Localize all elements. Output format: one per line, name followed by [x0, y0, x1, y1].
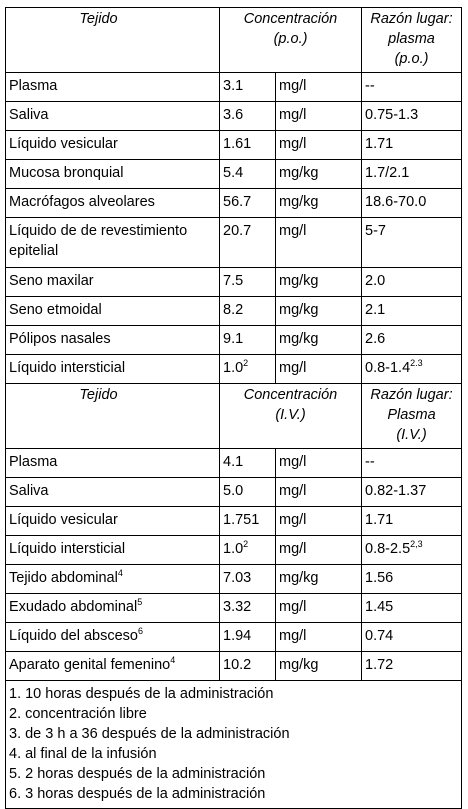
ratio-value: 1.71	[365, 136, 394, 152]
value-cell	[220, 478, 276, 507]
tissue-cell	[6, 594, 220, 623]
concentration-value: 4.1	[223, 454, 244, 470]
tissue-cell	[6, 189, 220, 218]
tissue-name: Seno maxilar	[9, 273, 94, 289]
table-row	[6, 73, 462, 102]
concentration-value: 20.7	[223, 223, 252, 239]
value-cell	[220, 131, 276, 160]
ratio-value: 0.82-1.37	[365, 483, 427, 499]
ratio-cell	[362, 131, 462, 160]
table-row	[6, 326, 462, 355]
ratio-cell	[362, 565, 462, 594]
value-cell	[220, 218, 276, 268]
ratio-cell	[362, 268, 462, 297]
header-line: Concentración	[243, 387, 338, 403]
value-cell	[220, 297, 276, 326]
tissue-name: Líquido de de revestimiento epitelial	[9, 223, 188, 259]
concentration-value: 1.751	[223, 512, 260, 528]
tissue-cell	[6, 536, 220, 565]
header-line: (p.o.)	[394, 51, 429, 67]
table-row	[6, 565, 462, 594]
ratio-cell	[362, 218, 462, 268]
value-cell	[220, 623, 276, 652]
ratio-cell	[362, 449, 462, 478]
tissue-cell	[6, 623, 220, 652]
tissue-cell	[6, 131, 220, 160]
value-cell	[220, 189, 276, 218]
table-row	[6, 160, 462, 189]
unit-cell: mg/kg	[276, 189, 362, 218]
tissue-cell	[6, 268, 220, 297]
unit-cell: mg/kg	[276, 160, 362, 189]
ratio-value: 2.6	[365, 331, 386, 347]
tissue-cell	[6, 565, 220, 594]
ratio-value: 0.75-1.3	[365, 107, 419, 123]
table-row	[6, 507, 462, 536]
tissue-name: Plasma	[9, 454, 58, 470]
footnote: 5. 2 horas después de la administración	[9, 766, 266, 782]
concentration-value: 3.32	[223, 599, 252, 615]
tissue-cell	[6, 102, 220, 131]
ratio-cell	[362, 594, 462, 623]
concentration-value: 1.61	[223, 136, 252, 152]
concentration-value: 7.5	[223, 273, 244, 289]
ratio-cell	[362, 73, 462, 102]
tissue-name: Líquido intersticial	[9, 360, 126, 376]
ratio-value: 1.7/2.1	[365, 165, 410, 181]
footnote-ref: 4	[170, 655, 176, 666]
concentration-value: 5.0	[223, 483, 244, 499]
tissue-name: Saliva	[9, 483, 49, 499]
unit-cell: mg/l	[276, 594, 362, 623]
tissue-name: Macrófagos alveolares	[9, 194, 155, 210]
tissue-name: Plasma	[9, 78, 58, 94]
value-cell	[220, 652, 276, 681]
value-cell	[220, 326, 276, 355]
value-cell	[220, 536, 276, 565]
tissue-cell	[6, 73, 220, 102]
unit-cell: mg/l	[276, 355, 362, 384]
ratio-value: 2.1	[365, 302, 386, 318]
table-row	[6, 652, 462, 681]
ratio-cell	[362, 160, 462, 189]
unit-cell: mg/kg	[276, 326, 362, 355]
column-header-tissue: Tejido	[6, 8, 220, 73]
tissue-cell	[6, 326, 220, 355]
table-row	[6, 536, 462, 565]
tissue-cell	[6, 218, 220, 268]
unit-cell: mg/kg	[276, 652, 362, 681]
concentration-value: 5.4	[223, 165, 244, 181]
ratio-cell	[362, 536, 462, 565]
value-cell	[220, 73, 276, 102]
footnote-ref: 5	[137, 597, 143, 608]
footnote-ref: 4	[117, 568, 123, 579]
unit-cell: mg/kg	[276, 297, 362, 326]
tissue-name: Líquido intersticial	[9, 541, 126, 557]
footnote-ref: 2	[243, 358, 249, 369]
header-line: (I.V.)	[396, 427, 427, 443]
header-line: Razón lugar:	[370, 387, 453, 403]
tissue-cell	[6, 355, 220, 384]
concentration-value: 9.1	[223, 331, 244, 347]
section2-header-row	[6, 384, 462, 449]
ratio-cell	[362, 478, 462, 507]
footnote: 6. 3 horas después de la administración	[9, 786, 266, 802]
unit-cell: mg/kg	[276, 565, 362, 594]
ratio-value: 1.72	[365, 657, 394, 673]
value-cell	[220, 268, 276, 297]
ratio-value: --	[365, 78, 375, 94]
concentration-value: 3.1	[223, 78, 244, 94]
concentration-value: 1.0	[223, 360, 244, 376]
unit-cell: mg/l	[276, 478, 362, 507]
ratio-value: 2.0	[365, 273, 386, 289]
ratio-value: 0.74	[365, 628, 394, 644]
value-cell	[220, 565, 276, 594]
footnote: 1. 10 horas después de la administración	[9, 686, 274, 702]
table-row	[6, 478, 462, 507]
tissue-cell	[6, 507, 220, 536]
concentration-value: 8.2	[223, 302, 244, 318]
tissue-cell	[6, 652, 220, 681]
section1-header-row	[6, 8, 462, 73]
ratio-cell	[362, 507, 462, 536]
table-row	[6, 268, 462, 297]
footnote: 2. concentración libre	[9, 706, 147, 722]
value-cell	[220, 507, 276, 536]
unit-cell: mg/l	[276, 536, 362, 565]
column-header-ratio	[362, 8, 462, 73]
value-cell	[220, 449, 276, 478]
unit-cell: mg/l	[276, 623, 362, 652]
header-line: Concentración	[243, 11, 338, 27]
unit-cell: mg/l	[276, 102, 362, 131]
footnotes-row	[6, 681, 462, 809]
concentration-value: 1.94	[223, 628, 252, 644]
ratio-cell	[362, 355, 462, 384]
concentration-value: 10.2	[223, 657, 252, 673]
value-cell	[220, 355, 276, 384]
footnote-ref: 6	[138, 626, 144, 637]
footnote-ref: 2.3	[410, 358, 423, 369]
unit-cell: mg/l	[276, 449, 362, 478]
concentration-value: 1.0	[223, 541, 244, 557]
table-row	[6, 189, 462, 218]
concentration-value: 3.6	[223, 107, 244, 123]
footnotes	[6, 681, 462, 809]
column-header-ratio	[362, 384, 462, 449]
unit-cell: mg/l	[276, 73, 362, 102]
header-line: plasma	[388, 31, 435, 47]
ratio-cell	[362, 652, 462, 681]
table-body	[6, 8, 462, 809]
footnote-ref: 2	[243, 539, 249, 550]
tissue-cell	[6, 478, 220, 507]
column-header-tissue: Tejido	[6, 384, 220, 449]
tissue-name: Tejido abdominal	[9, 570, 118, 586]
ratio-cell	[362, 102, 462, 131]
footnote: 4. al final de la infusión	[9, 746, 157, 762]
value-cell	[220, 160, 276, 189]
ratio-cell	[362, 189, 462, 218]
table-row	[6, 102, 462, 131]
tissue-name: Líquido del absceso	[9, 628, 138, 644]
header-line: Razón lugar:	[370, 11, 453, 27]
unit-cell: mg/l	[276, 218, 362, 268]
header-line: (p.o.)	[273, 31, 308, 47]
table-row	[6, 297, 462, 326]
table-row	[6, 131, 462, 160]
tissue-name: Pólipos nasales	[9, 331, 111, 347]
ratio-value: 1.45	[365, 599, 394, 615]
ratio-value: 18.6-70.0	[365, 194, 427, 210]
value-cell	[220, 594, 276, 623]
ratio-value: --	[365, 454, 375, 470]
ratio-cell	[362, 623, 462, 652]
tissue-cell	[6, 449, 220, 478]
column-header-concentration	[220, 8, 362, 73]
concentration-value: 7.03	[223, 570, 252, 586]
concentration-value: 56.7	[223, 194, 252, 210]
table-row	[6, 355, 462, 384]
ratio-value: 0.8-1.4	[365, 360, 411, 376]
tissue-name: Líquido vesicular	[9, 512, 118, 528]
ratio-value: 0.8-2.5	[365, 541, 411, 557]
table-row	[6, 594, 462, 623]
ratio-value: 1.56	[365, 570, 394, 586]
table-row	[6, 218, 462, 268]
ratio-value: 5-7	[365, 223, 386, 239]
unit-cell: mg/l	[276, 507, 362, 536]
table-row	[6, 449, 462, 478]
header-line: Plasma	[387, 407, 436, 423]
tissue-name: Seno etmoidal	[9, 302, 102, 318]
tissue-name: Mucosa bronquial	[9, 165, 124, 181]
ratio-value: 1.71	[365, 512, 394, 528]
concentration-table	[5, 7, 462, 809]
tissue-cell	[6, 297, 220, 326]
ratio-cell	[362, 326, 462, 355]
value-cell	[220, 102, 276, 131]
tissue-name: Aparato genital femenino	[9, 657, 171, 673]
tissue-name: Líquido vesicular	[9, 136, 118, 152]
table-row	[6, 623, 462, 652]
unit-cell: mg/l	[276, 131, 362, 160]
tissue-cell	[6, 160, 220, 189]
tissue-name: Saliva	[9, 107, 49, 123]
header-line: (I.V.)	[275, 407, 306, 423]
footnote-ref: 2,3	[410, 539, 423, 550]
footnote: 3. de 3 h a 36 después de la administración	[9, 726, 290, 742]
unit-cell: mg/kg	[276, 268, 362, 297]
column-header-concentration	[220, 384, 362, 449]
ratio-cell	[362, 297, 462, 326]
tissue-name: Exudado abdominal	[9, 599, 138, 615]
